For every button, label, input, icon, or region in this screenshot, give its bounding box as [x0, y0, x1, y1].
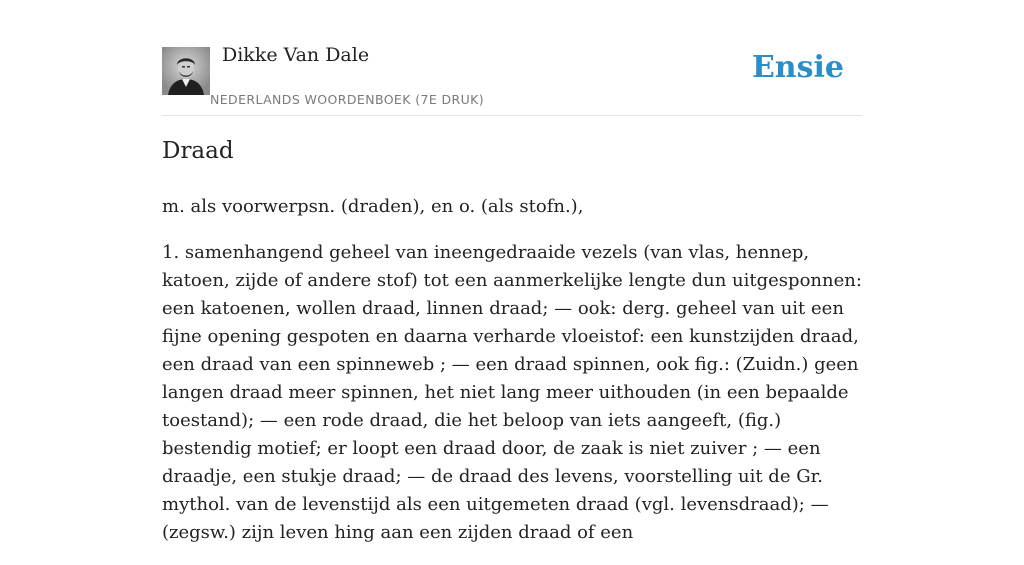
header — [162, 0, 862, 116]
source-title[interactable]: NEDERLANDS WOORDENBOEK (7E DRUK) — [210, 92, 485, 107]
entry-title: Draad — [162, 138, 234, 164]
brand-logo[interactable]: Ensie — [751, 50, 844, 85]
entry-intro: m. als voorwerpsn. (draden), en o. (als stofn.), — [162, 196, 584, 217]
portrait-image — [162, 47, 210, 95]
entry-content — [162, 193, 866, 565]
entry-definition: 1. samenhangend geheel van ineengedraaide vezels (van vlas, hennep, katoen, zijde of andere stof) tot een aanmerkelijke lengte dun uitgesponnen: een katoenen, wollen draad, linnen draad; — ook: derg. geheel van uit een fijne opening gespoten en daarna verharde vloeistof: een kunstzijden draad, een draad van een spinneweb ; — een draad spinnen, ook fig.: (Zuidn.) geen langen draad meer spinnen, het niet lang meer uithouden (in een bepaalde toestand); — een rode draad, die het beloop van iets aangeeft, (fig.) bestendig motief; er loopt een draad door, de zaak is niet zuiver ; — een draadje, een stukje draad; — de draad des levens, voorstelling uit de Gr. mythol. van de levenstijd als een uitgemeten draad (vgl. levensdraad); — (zegsw.) zijn leven hing aan een zijden draad of een — [162, 242, 862, 543]
avatar[interactable] — [162, 47, 210, 95]
author-name[interactable]: Dikke Van Dale — [222, 44, 370, 66]
